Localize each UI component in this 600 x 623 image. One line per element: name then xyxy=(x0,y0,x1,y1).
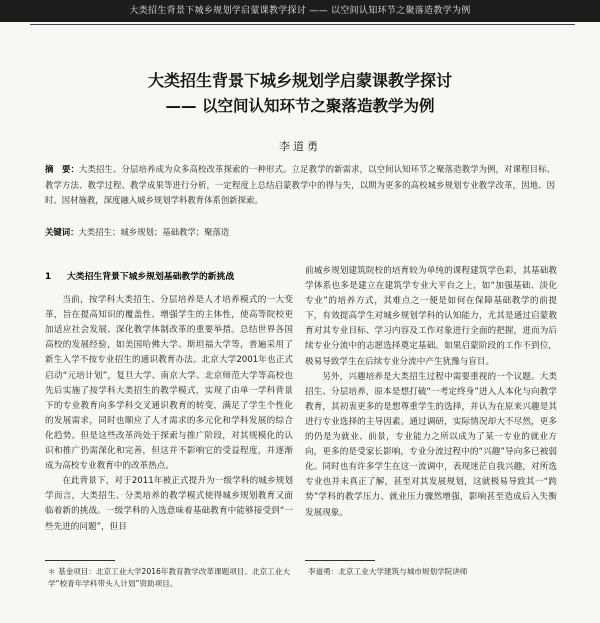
author-footnote: 李道勇：北京工业大学建筑与城市规划学院讲师 xyxy=(308,567,468,576)
footnote-rule xyxy=(45,560,115,561)
running-header: 大类招生背景下城乡规划学启蒙课教学探讨 —— 以空间认知环节之聚落造教学为例 xyxy=(0,0,600,22)
author-name: 李道勇 xyxy=(279,140,321,153)
abstract xyxy=(45,162,555,209)
section-title: 大类招生背景下城乡规划基础教学的新挑战 xyxy=(67,272,235,282)
body-paragraph: 前城乡规划建筑院校的培育较为单纯的课程建筑学色彩，其基础教学体系也多是建立在建筑学专业大平台之上，如“加强基础、淡化专业”的培养方式，其难点之一便是如何在保障基础教学的前提下，有效提高学生对城乡规划学科的认知能力，尤其是通过启蒙教育对其专业目标、学习内容及工作对象进行全面的把握，进而为后续专业分流中的志愿选择奠定基础。如果启蒙阶段的工作不到位，极易导致学生在后续专业分流中产生犹豫与盲目。 xyxy=(305,266,557,367)
body-paragraph: 另外，兴趣培养是大类招生过程中需要重视的一个议题。大类招生、分层培养，原本是想打破“一考定终身”进入人本化与向教学教育，其初衷更多的是想尊重学生的选择，并认为在原来兴趣是其进行专业选择的主导因素。通过调研，实际情况却大不尽然，更多的仍是为就业、前景，专业能力之所以成为了某一专业的就业方向，更多的是受家长影响，专业分流过程中的“兴趣”导向多已被弱化。同时也有许多学生在这一流调中，表现迷茫自我兴趣，对所选专业也并未真正了解，甚至对其发展规划，这就极易导致其一“跨势”学科的教学压力、就业压力骤然增强，影响甚至造成后入失衡发展现象。 xyxy=(305,371,557,518)
abstract-text: 大类招生、分层培养成为众多高校改革探索的一种形式。立足教学的新需求，以空间认知环节之聚落造教学为例，对课程目标、教学方法、教学过程、教学成果等进行分析，一定程度上总结启蒙教学中的得与失，以期为更多的高校城乡规划专业教学改革，因地、因时、因材施教，深度融入城乡规划学科教育体系创新探索。 xyxy=(45,164,556,205)
header-rule xyxy=(30,24,575,25)
body-paragraph: 当前，按学科大类招生、分层培养是人才培养模式的一大变革，旨在提高知识的覆盖性、增强学生的主体性，使高等院校更加适应社会发展、深化教学体制改革的重要举措。总结世界各国高校的发展经验，如美国哈佛大学、斯坦福大学等，普遍采用了新生入学不按专业招生的通识教育办法。北京大学2001年也正式启动“元培计划”，复旦大学、南京大学、北京师范大学等高校也先后实施了按学科大类招生的教学模式，实现了由单一学科背景下的专业教育向多学科交叉通识教育的转变，满足了学生个性化的发展需求，同时也顺应了人才需求的多元化和学科发展的综合化趋势。但是这些改革尚处于探索与推广阶段，对其规模化的认识和推广仍需深化和完善，但这并不影响它的受益程度，并逐渐成为高校专业教育中的改革热点。 xyxy=(45,295,293,472)
funding-footnote: ＊ 基金项目：北京工业大学2016年教育教学改革课题项目、北京工业大学“校青年学科带头人计划”资助项目。 xyxy=(48,567,290,588)
article-title: 大类招生背景下城乡规划学启蒙课教学探讨 xyxy=(147,71,452,90)
article-subtitle: —— 以空间认知环节之聚落造教学为例 xyxy=(165,97,435,115)
body-paragraph: 在此背景下，对于2011年被正式提升为一级学科的城乡规划学而言，大类招生、分类培养的教学模式使得城乡规划教育又面临着新的挑战。一级学科的入选意味着基础教育中能够接受到“一些先进的问题”，但目 xyxy=(45,476,293,532)
footnote-rule xyxy=(305,560,375,561)
section-number: 1 xyxy=(45,272,52,282)
section-heading xyxy=(45,270,293,285)
left-column xyxy=(45,264,293,535)
keywords-text: 大类招生；城乡规划；基础教学；聚落造 xyxy=(78,227,230,237)
right-column xyxy=(305,264,557,521)
keywords-label: 关键词： xyxy=(45,227,79,237)
abstract-label: 摘 要： xyxy=(45,164,80,174)
keywords xyxy=(45,225,555,239)
